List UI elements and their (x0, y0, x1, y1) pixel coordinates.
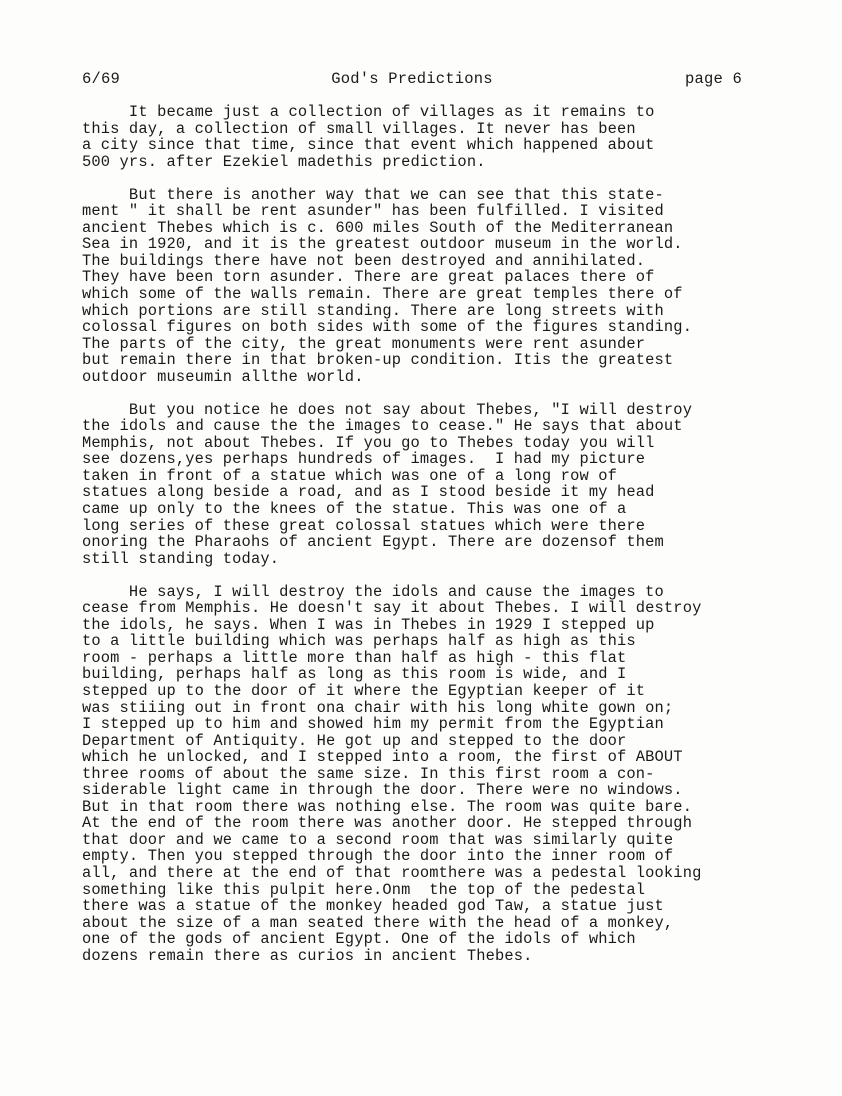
text-line: outdoor museumin allthe world. (82, 367, 364, 386)
text-line: dozens remain there as curios in ancient Thebes. (82, 946, 533, 965)
text-line: ment " it shall be rent asunder" has been fulfilled. I visited (82, 202, 664, 221)
text-line: the idols and cause the the images to cease." He says that about (82, 417, 683, 436)
text-line: that door and we came to a second room that was similarly quite (82, 830, 674, 849)
text-line: all, and there at the end of that roomthere was a pedestal looking (82, 864, 702, 883)
text-line: Sea in 1920, and it is the greatest outdoor museum in the world. (82, 235, 683, 254)
text-line: three rooms of about the same size. In this first room a con- (82, 764, 655, 783)
text-line: long series of these great colossal statues which were there (82, 516, 646, 535)
text-line: But there is another way that we can see that this state- (82, 185, 664, 204)
text-line: this day, a collection of small villages. It never has been (82, 119, 636, 138)
text-line: siderable light came in through the door. There were no windows. (82, 781, 683, 800)
text-line: 500 yrs. after Ezekiel madethis prediction. (82, 152, 486, 171)
text-line: ancient Thebes which is c. 600 miles South of the Mediterranean (82, 218, 674, 237)
text-line: came up only to the knees of the statue. This was one of a (82, 500, 627, 519)
text-line: there was a statue of the monkey headed god Taw, a statue just (82, 897, 664, 916)
text-line: They have been torn asunder. There are great palaces there of (82, 268, 655, 287)
text-line: cease from Memphis. He doesn't say it about Thebes. I will destroy (82, 599, 702, 618)
text-line: But in that room there was nothing else. The room was quite bare. (82, 797, 693, 816)
text-line: was stiiing out in front ona chair with his long white gown on; (82, 698, 674, 717)
text-line: which he unlocked, and I stepped into a room, the first of ABOUT (82, 748, 683, 767)
text-line: colossal figures on both sides with some of the figures standing. (82, 318, 693, 337)
paragraph (82, 402, 772, 567)
text-line: taken in front of a statue which was one of a long row of (82, 466, 617, 485)
text-line: building, perhaps half as long as this room is wide, and I (82, 665, 627, 684)
paragraph (82, 584, 772, 965)
text-line: the idols, he says. When I was in Thebes in 1929 I stepped up (82, 615, 655, 634)
page-header (82, 70, 742, 92)
text-line: something like this pulpit here.Onm the top of the pedestal (82, 880, 646, 899)
text-line: about the size of a man seated there with the head of a monkey, (82, 913, 674, 932)
paragraph (82, 104, 772, 170)
text-line: stepped up to the door of it where the Egyptian keeper of it (82, 682, 646, 700)
header-page-number: page 6 (684, 70, 742, 88)
text-line: to a little building which was perhaps half as high as this (82, 632, 636, 651)
text-line: The buildings there have not been destroyed and annihilated. (82, 251, 646, 270)
text-line: a city since that time, since that event which happened about (82, 136, 655, 155)
text-line: It became just a collection of villages as it remains to (82, 103, 655, 121)
text-line: which some of the walls remain. There are great temples there of (82, 284, 683, 303)
text-line: But you notice he does not say about Thebes, "I will destroy (82, 400, 693, 419)
text-line: see dozens,yes perhaps hundreds of images. I had my picture (82, 450, 646, 469)
text-line: still standing today. (82, 549, 280, 568)
header-title: God's Predictions (331, 70, 493, 88)
text-line: At the end of the room there was another door. He stepped through (82, 814, 693, 833)
text-line: Department of Antiquity. He got up and stepped to the door (82, 731, 627, 750)
text-line: onoring the Pharaohs of ancient Egypt. There are dozensof them (82, 533, 664, 552)
header-date: 6/69 (82, 70, 121, 88)
text-line: room - perhaps a little more than half as high - this flat (82, 648, 627, 667)
text-line: He says, I will destroy the idols and cause the images to (82, 582, 664, 601)
text-line: statues along beside a road, and as I stood beside it my head (82, 483, 655, 502)
text-line: Memphis, not about Thebes. If you go to Thebes today you will (82, 433, 655, 452)
text-line: empty. Then you stepped through the door into the inner room of (82, 847, 674, 866)
text-line: one of the gods of ancient Egypt. One of the idols of which (82, 930, 636, 949)
text-line: but remain there in that broken-up condition. Itis the greatest (82, 351, 674, 370)
document-body (82, 104, 772, 981)
paragraph (82, 187, 772, 386)
text-line: which portions are still standing. There are long streets with (82, 301, 664, 320)
text-line: I stepped up to him and showed him my permit from the Egyptian (82, 715, 664, 734)
text-line: The parts of the city, the great monuments were rent asunder (82, 334, 646, 353)
